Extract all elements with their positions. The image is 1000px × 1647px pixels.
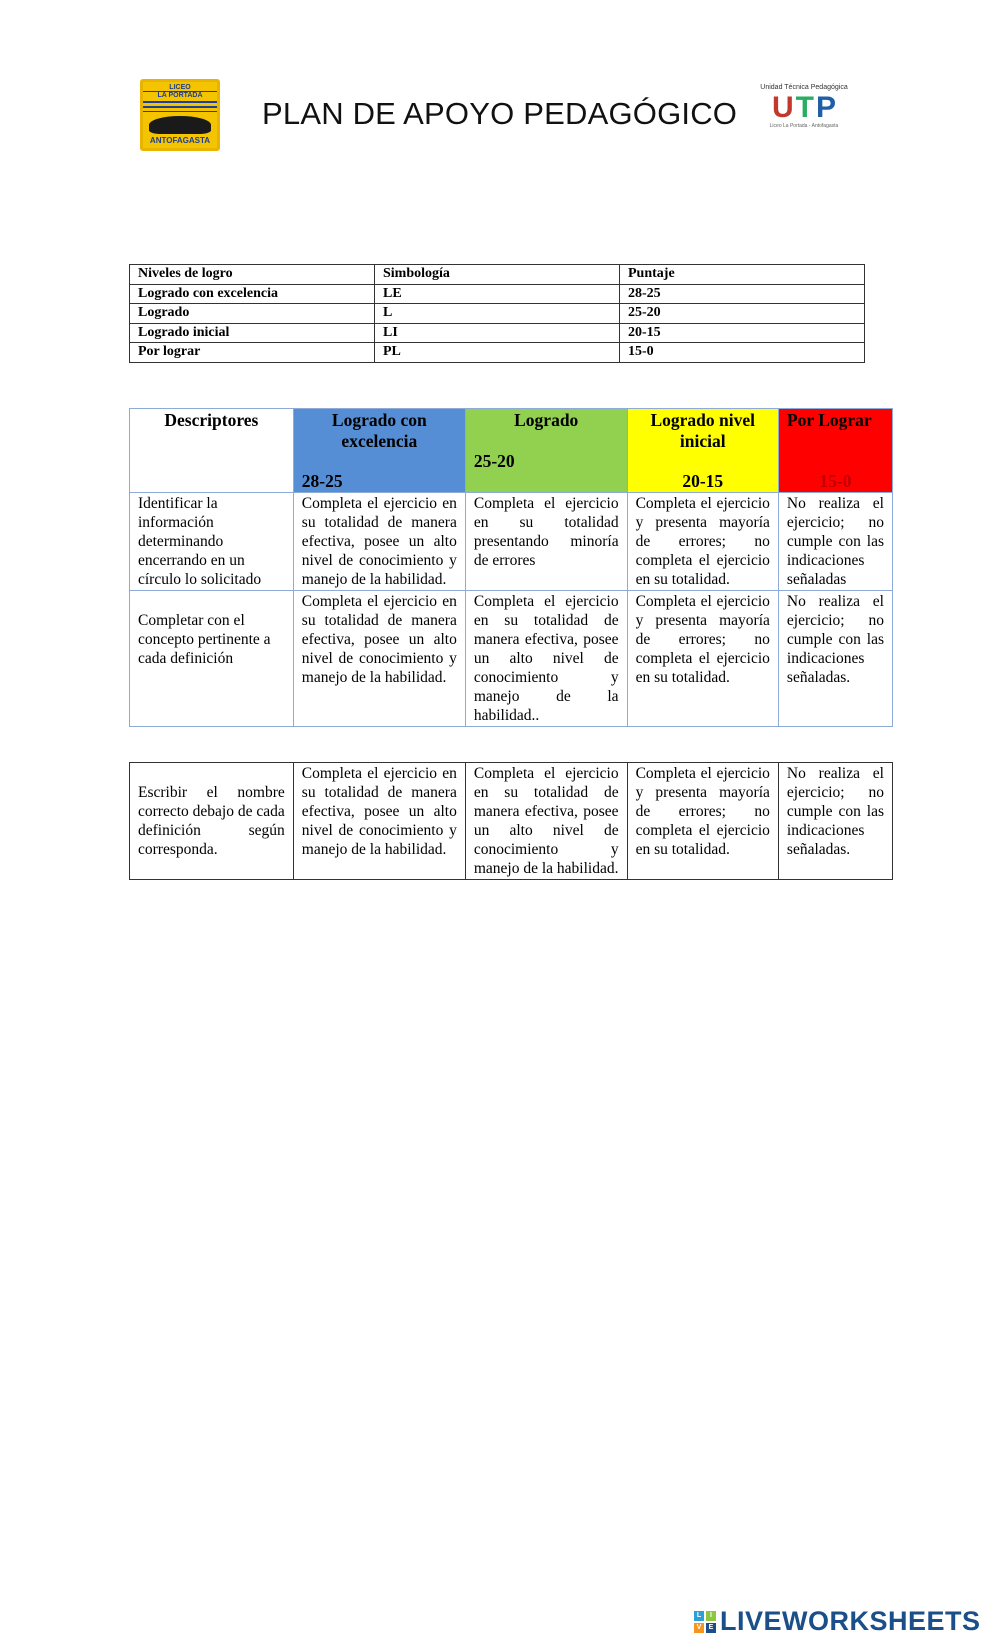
school-logo-line2: LA PORTADA	[143, 92, 217, 99]
utp-letter: T	[795, 91, 814, 124]
utp-letter: U	[771, 91, 794, 124]
table-cell: Logrado con excelencia	[130, 284, 375, 304]
table-cell: Completa el ejercicio y presenta mayoría de errores; no completa el ejercicio en su totalidad.	[627, 591, 778, 727]
table-cell: 15-0	[620, 343, 865, 363]
table-row	[130, 284, 865, 304]
table-cell: No realiza el ejercicio; no cumple con las indicaciones señaladas.	[778, 591, 892, 727]
level-label: Logrado nivel inicial	[650, 410, 756, 451]
rubric-table	[129, 408, 893, 727]
levels-header-row	[130, 265, 865, 285]
table-cell: No realiza el ejercicio; no cumple con las indicaciones señaladas	[778, 493, 892, 591]
table-cell: No realiza el ejercicio; no cumple con las indicaciones señaladas.	[778, 763, 892, 880]
table-cell: LE	[375, 284, 620, 304]
utp-logo-caption: Unidad Técnica Pedagógica	[760, 84, 848, 91]
descriptor-cell: Identificar la información determinando encerrando en un círculo lo solicitado	[130, 493, 294, 591]
school-logo-line1: LICEO	[169, 84, 191, 91]
school-logo-line3: ANTOFAGASTA	[149, 136, 211, 145]
utp-logo-mark	[744, 93, 864, 123]
rubric-table-continued	[129, 762, 893, 880]
brand-letter: V	[694, 1623, 704, 1633]
level-header-4	[778, 409, 892, 493]
table-row	[130, 323, 865, 343]
table-cell: Completa el ejercicio en su totalidad de manera efectiva, posee un alto nivel de conocimiento y manejo de la habilidad.	[293, 493, 465, 591]
utp-letter: P	[815, 91, 836, 124]
brand-letter: I	[706, 1611, 716, 1621]
table-cell: Completa el ejercicio en su totalidad de manera efectiva, posee un alto nivel de conocimiento y manejo de la habilidad.	[465, 763, 627, 880]
level-score: 15-0	[819, 471, 852, 491]
table-cell: Completa el ejercicio y presenta mayoría de errores; no completa el ejercicio en su totalidad.	[627, 763, 778, 880]
level-label: Por Lograr	[786, 410, 872, 430]
table-cell: Logrado	[130, 304, 375, 324]
table-row	[130, 591, 893, 727]
level-label: Logrado	[514, 410, 579, 430]
descriptor-cell: Escribir el nombre correcto debajo de cada definición según corresponda.	[130, 763, 294, 880]
table-cell: Por lograr	[130, 343, 375, 363]
table-cell: LI	[375, 323, 620, 343]
table-cell: Completa el ejercicio en su totalidad de manera efectiva, posee un alto nivel de conocimiento y manejo de la habilidad.	[293, 763, 465, 880]
level-score: 28-25	[301, 471, 343, 491]
table-cell: Completa el ejercicio en su totalidad de manera efectiva, posee un alto nivel de conocimiento y manejo de la habilidad.	[293, 591, 465, 727]
table-cell: L	[375, 304, 620, 324]
level-score: 25-20	[473, 451, 515, 471]
utp-logo-sub: Liceo La Portada - Antofagasta	[769, 123, 839, 129]
liveworksheets-brand	[694, 1606, 981, 1637]
school-logo	[140, 79, 220, 151]
table-cell: Completa el ejercicio en su totalidad de manera efectiva, posee un alto nivel de conocimiento y manejo de la habilidad..	[465, 591, 627, 727]
levels-table	[129, 264, 865, 363]
level-header-2	[465, 409, 627, 493]
table-cell: 25-20	[620, 304, 865, 324]
column-header: Niveles de logro	[130, 265, 375, 285]
table-row	[130, 763, 893, 880]
level-label: Logrado con excelencia	[331, 410, 427, 451]
page-title: PLAN DE APOYO PEDAGÓGICO	[262, 96, 738, 131]
utp-logo	[744, 84, 864, 134]
level-score: 20-15	[682, 471, 724, 491]
table-cell: 28-25	[620, 284, 865, 304]
table-cell: PL	[375, 343, 620, 363]
column-header: Puntaje	[620, 265, 865, 285]
descriptor-cell: Completar con el concepto pertinente a cada definición	[130, 591, 294, 727]
table-row	[130, 343, 865, 363]
descriptor-header: Descriptores	[130, 409, 294, 493]
table-row	[130, 493, 893, 591]
table-cell: 20-15	[620, 323, 865, 343]
level-header-1	[293, 409, 465, 493]
level-header-3	[627, 409, 778, 493]
brand-icon	[694, 1611, 716, 1633]
brand-wordmark: LIVEWORKSHEETS	[720, 1606, 981, 1636]
table-cell: Completa el ejercicio y presenta mayoría de errores; no completa el ejercicio en su totalidad.	[627, 493, 778, 591]
table-cell: Completa el ejercicio en su totalidad presentando minoría de errores	[465, 493, 627, 591]
column-header: Simbología	[375, 265, 620, 285]
table-row	[130, 304, 865, 324]
brand-letter: E	[706, 1623, 716, 1633]
table-cell: Logrado inicial	[130, 323, 375, 343]
brand-letter: L	[694, 1611, 704, 1621]
